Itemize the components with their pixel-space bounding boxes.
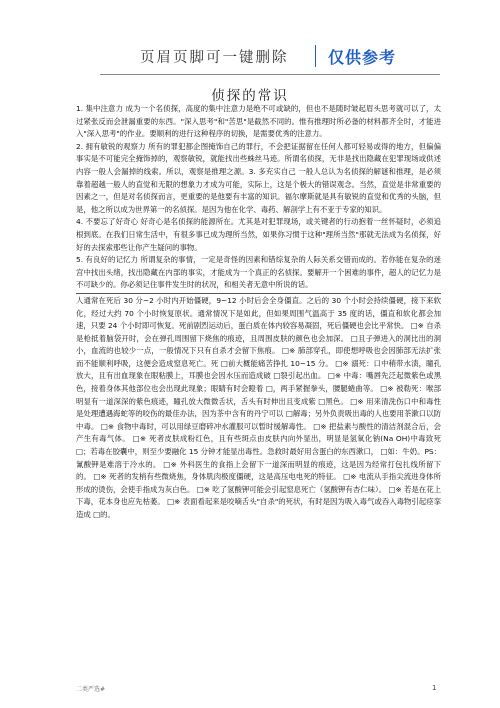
- footer-left-text: 二类严选#: [76, 686, 106, 693]
- header-banner: [130, 42, 430, 70]
- document-body: [76, 103, 441, 522]
- paragraph-forensics: 人通常在死后 30 分~2 小时内开始僵硬，9~12 小时后会全身僵直。之后的 30 个小时会持续僵硬，接下来软化，经过大约 70 个小时恢复原状。通常情况下是如此，但如果周围气温高于 35 度的话，僵直和软化都会加速，只要 24 个小时即可恢复。死前剧烈运动后，蛋白质在体内较容易凝固，死后僵硬也会比平常快。 □※ 自杀是枪抵着脑袋开时，会在弹孔周围留下烧焦的痕迹，且周围皮肤的颜色也会加深。 □且子弹进入的洞比出的洞小，血流的也较少一点，一般情况下只有自杀才会留下焦痕。 □※ 肺部穿孔，即使想呼吸也会因肺部无法扩张而不能顺利呼吸，这便会造成窒息死亡。死 □前大概能痛苦挣扎 10~15 分。 □※ 溺死：口中稍带水渍，瞳孔放大，且有出血现象在眼粘膜上，耳膜也会因水压而造成破 □裂引起出血。 □※ 中毒：嘴唇先泛起微紫色或黑色，接着身体其他部位也会出现此现象；眼睛有时会瞪着 □，两手紧握拳头，腰腿蜷曲等。 □※ 被勒死：喉部明显有一道深深的紫色痕迹，瞳孔放大微微舌状，舌头有时伸出且变成紫 □黑色。 □※ 用来清洗伤口中和毒性是处理遭遇海蛇等的咬伤的最佳办法，因为茶中含有的丹宁可以 □解毒；另外负责吸出毒的人也要用茶漱口以防中毒。 □※ 食物中毒时，可以用绿豆磨碎冲水灌服可以暂时缓解毒性。 □※ 把盐素与酸性的清洁剂混合后，会产生有毒气体。 □※ 死者皮肤成粉红色，且有些斑点由皮肤内向外显出，明显是氢氧化钠(Na OH)中毒致死 □；若毒在胶囊中，则至少要融化 15 分钟才能显出毒性。急救时最好用含蛋白的东西漱口， □如：牛奶。PS：氰酸钾是难溶于冷水的。 □※ 外科医生的食指上会留下一道深而明显的痕迹，这是因为经常打包扎线所留下的。 □※ 死者的发梢有些微烧焦，身体肌肉极度僵硬，这是高压电电死的特征。 □※ 电流从手指尖流进身体所形成的烫伤，会使手指成为灰白色。 □※ 吃了氢酸钾可能会引起窒息死亡（氢酸钾有杏仁味）。 □※ 若是在花上下毒，花本身也应先枯萎。 □※ 表面看起来是咬嘀舌头"自杀"的死状，有时是因为吸入毒气或吞入毒物引起痉挛造成 □的。: [76, 295, 441, 519]
- paragraph-attention: 1. 集中注意力 成为一个名侦探，高度的集中注意力是绝不可或缺的，但也不是随时皱起眉头思考就可以了，太过紧张反而会泄漏重要的东西。"深入思考"和"苦思"是截然不同的。惟有推理时所必备的材料都齐全时，才能进入"深入思考"的作业。要顺利的进行这种程序的切换，是需要优秀的注意力。: [76, 104, 441, 139]
- paragraph-memory: 5. 有良好的记忆力 所谓复杂的事情，一定是奇怪的因素和错综复杂的人际关系交错而成的。若你能在复杂的迷宫中找出头绪，找出隐藏在内部的事实，才能成为一个真正的名侦探。要解开一个困难的事件，超人的记忆力是不可缺少的。你必须记住事件发生时的状况，和相关者无意中所说的话。: [76, 255, 441, 290]
- page-number: 1: [432, 684, 437, 692]
- paragraph-curiosity: 4. 不要忘了好奇心 好奇心是名侦探的能源所在。尤其是对犯罪现场，或关键者的行动抱着一丝怀疑时，必须追根到底。在我们日常生活中，有很多事已成为理所当然，如果你习惯于这种"理所当然"那就无法成为名侦探，好好的去探索那些让你产生疑问的事物。: [76, 217, 441, 252]
- document-title: 侦探的常识: [211, 88, 289, 104]
- header-rule: [100, 74, 440, 75]
- header-separator: [315, 45, 316, 67]
- header-left-text: 页眉页脚可一键删除: [140, 49, 289, 66]
- section-divider: [76, 293, 441, 294]
- paragraph-observation: 2. 拥有敏锐的观察力 所有的罪犯都企图掩饰自己的罪行，不会把证据留在任何人都可轻易或得的地方，但偏偏事实是不可能完全掩饰掉的，观察敏锐，就能找出些蛛丝马迹。所谓名侦探，无非是找出隐藏在犯罪现场或供述内容一般人会漏掉的线索。所以，观察是推理之源。3. 多充实自己 一般人总认为名侦探的解谜和推理，是必须靠着超越一般人的直觉和无限的想象力才成为可能，实际上，这是个极大的错误观念。当然，直觉是非常重要的因素之一，但是对名侦探而言，更重要的是他要有丰富的知识。福尔摩斯就是具有敏锐的直觉和优秀的头脑，但是，他之所以成为世界第一的名侦探。是因为他在化学、毒药、解剖学上有不亚于专家的知识。: [76, 141, 441, 214]
- header-right-text: 仅供参考: [328, 47, 397, 67]
